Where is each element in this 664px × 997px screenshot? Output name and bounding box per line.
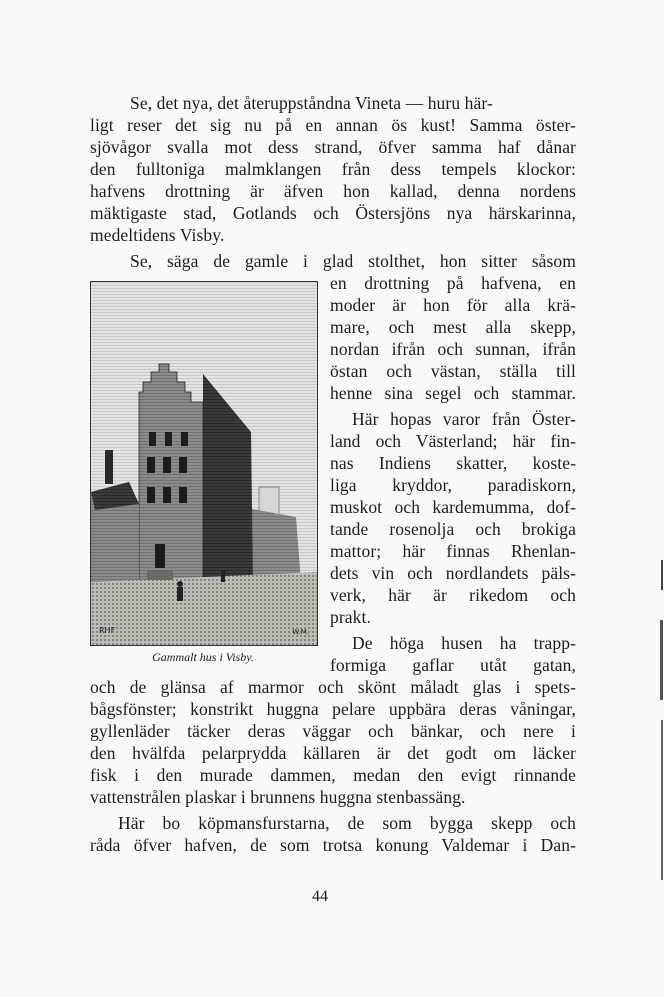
- text-line: henne sina segel och stammar.: [330, 383, 576, 403]
- artist-signature: RHF: [99, 626, 116, 635]
- text-line: muskot och kardemumma, dof-: [330, 497, 576, 517]
- text-line: östan och västan, ställa till: [330, 361, 576, 381]
- text-line: sjövågor svalla mot dess strand, öfver samma haf dånar: [90, 137, 576, 157]
- text-line: Se, det nya, det återuppståndna Vineta — huru här-: [130, 93, 493, 113]
- text-line: mäktigaste stad, Gotlands och Östersjöns nya härskarinna,: [90, 203, 576, 223]
- engraver-signature: W.M.: [292, 628, 309, 636]
- text-line: Se, säga de gamle i glad stolthet, hon sitter såsom: [130, 251, 576, 271]
- text-line: Här hopas varor från Öster-: [352, 409, 576, 429]
- text-line: liga kryddor, paradiskorn,: [330, 475, 576, 495]
- text-line: nas Indiens skatter, koste-: [330, 453, 576, 473]
- text-line: vattenstrålen plaskar i brunnens huggna stenbassäng.: [90, 787, 466, 807]
- text-line: verk, här är rikedom och: [330, 585, 576, 605]
- text-line: gyllenläder täcker deras väggar och bänkar, och nere i: [90, 721, 576, 741]
- text-line: råda öfver hafven, de som trotsa konung Valdemar i Dan-: [90, 835, 576, 855]
- text-line: prakt.: [330, 607, 371, 627]
- text-line: och de glänsa af marmor och skönt måladt glas i spets-: [90, 677, 576, 697]
- text-line: De höga husen ha trapp-: [352, 633, 576, 653]
- text-line: mattor; här finnas Rhenlan-: [330, 541, 576, 561]
- figure-caption: Gammalt hus i Visby.: [152, 650, 254, 664]
- text-line: den hvälfda pelarprydda källaren är det godt om läcker: [90, 743, 576, 763]
- text-line: hafvens drottning är äfven hon kallad, denna nordens: [90, 181, 576, 201]
- text-line: medeltidens Visby.: [90, 225, 225, 245]
- text-line: mare, och mest alla skepp,: [330, 317, 576, 337]
- text-line: fisk i den murade dammen, medan den evigt rinnande: [90, 765, 576, 785]
- text-line: den fulltoniga malmklangen från dess tempels klockor:: [90, 159, 576, 179]
- illustration-old-house: [90, 281, 318, 646]
- text-line: en drottning på hafvena, en: [330, 273, 576, 293]
- text-line: ligt reser det sig nu på en annan ös kust! Samma öster-: [90, 115, 576, 135]
- text-line: dets vin och nordlandets päls-: [330, 563, 576, 583]
- text-line: land och Västerland; här fin-: [330, 431, 576, 451]
- text-line: formiga gaflar utåt gatan,: [330, 655, 576, 675]
- text-line: tande rosenolja och brokiga: [330, 519, 576, 539]
- text-line: Här bo köpmansfurstarna, de som bygga skepp och: [118, 813, 576, 833]
- text-line: bågsfönster; konstrikt huggna pelare uppbära deras våningar,: [90, 699, 576, 719]
- text-line: moder är hon för alla krä-: [330, 295, 576, 315]
- text-line: nordan ifrån och sunnan, ifrån: [330, 339, 576, 359]
- page-number: 44: [312, 888, 328, 905]
- scan-edge: [656, 0, 664, 997]
